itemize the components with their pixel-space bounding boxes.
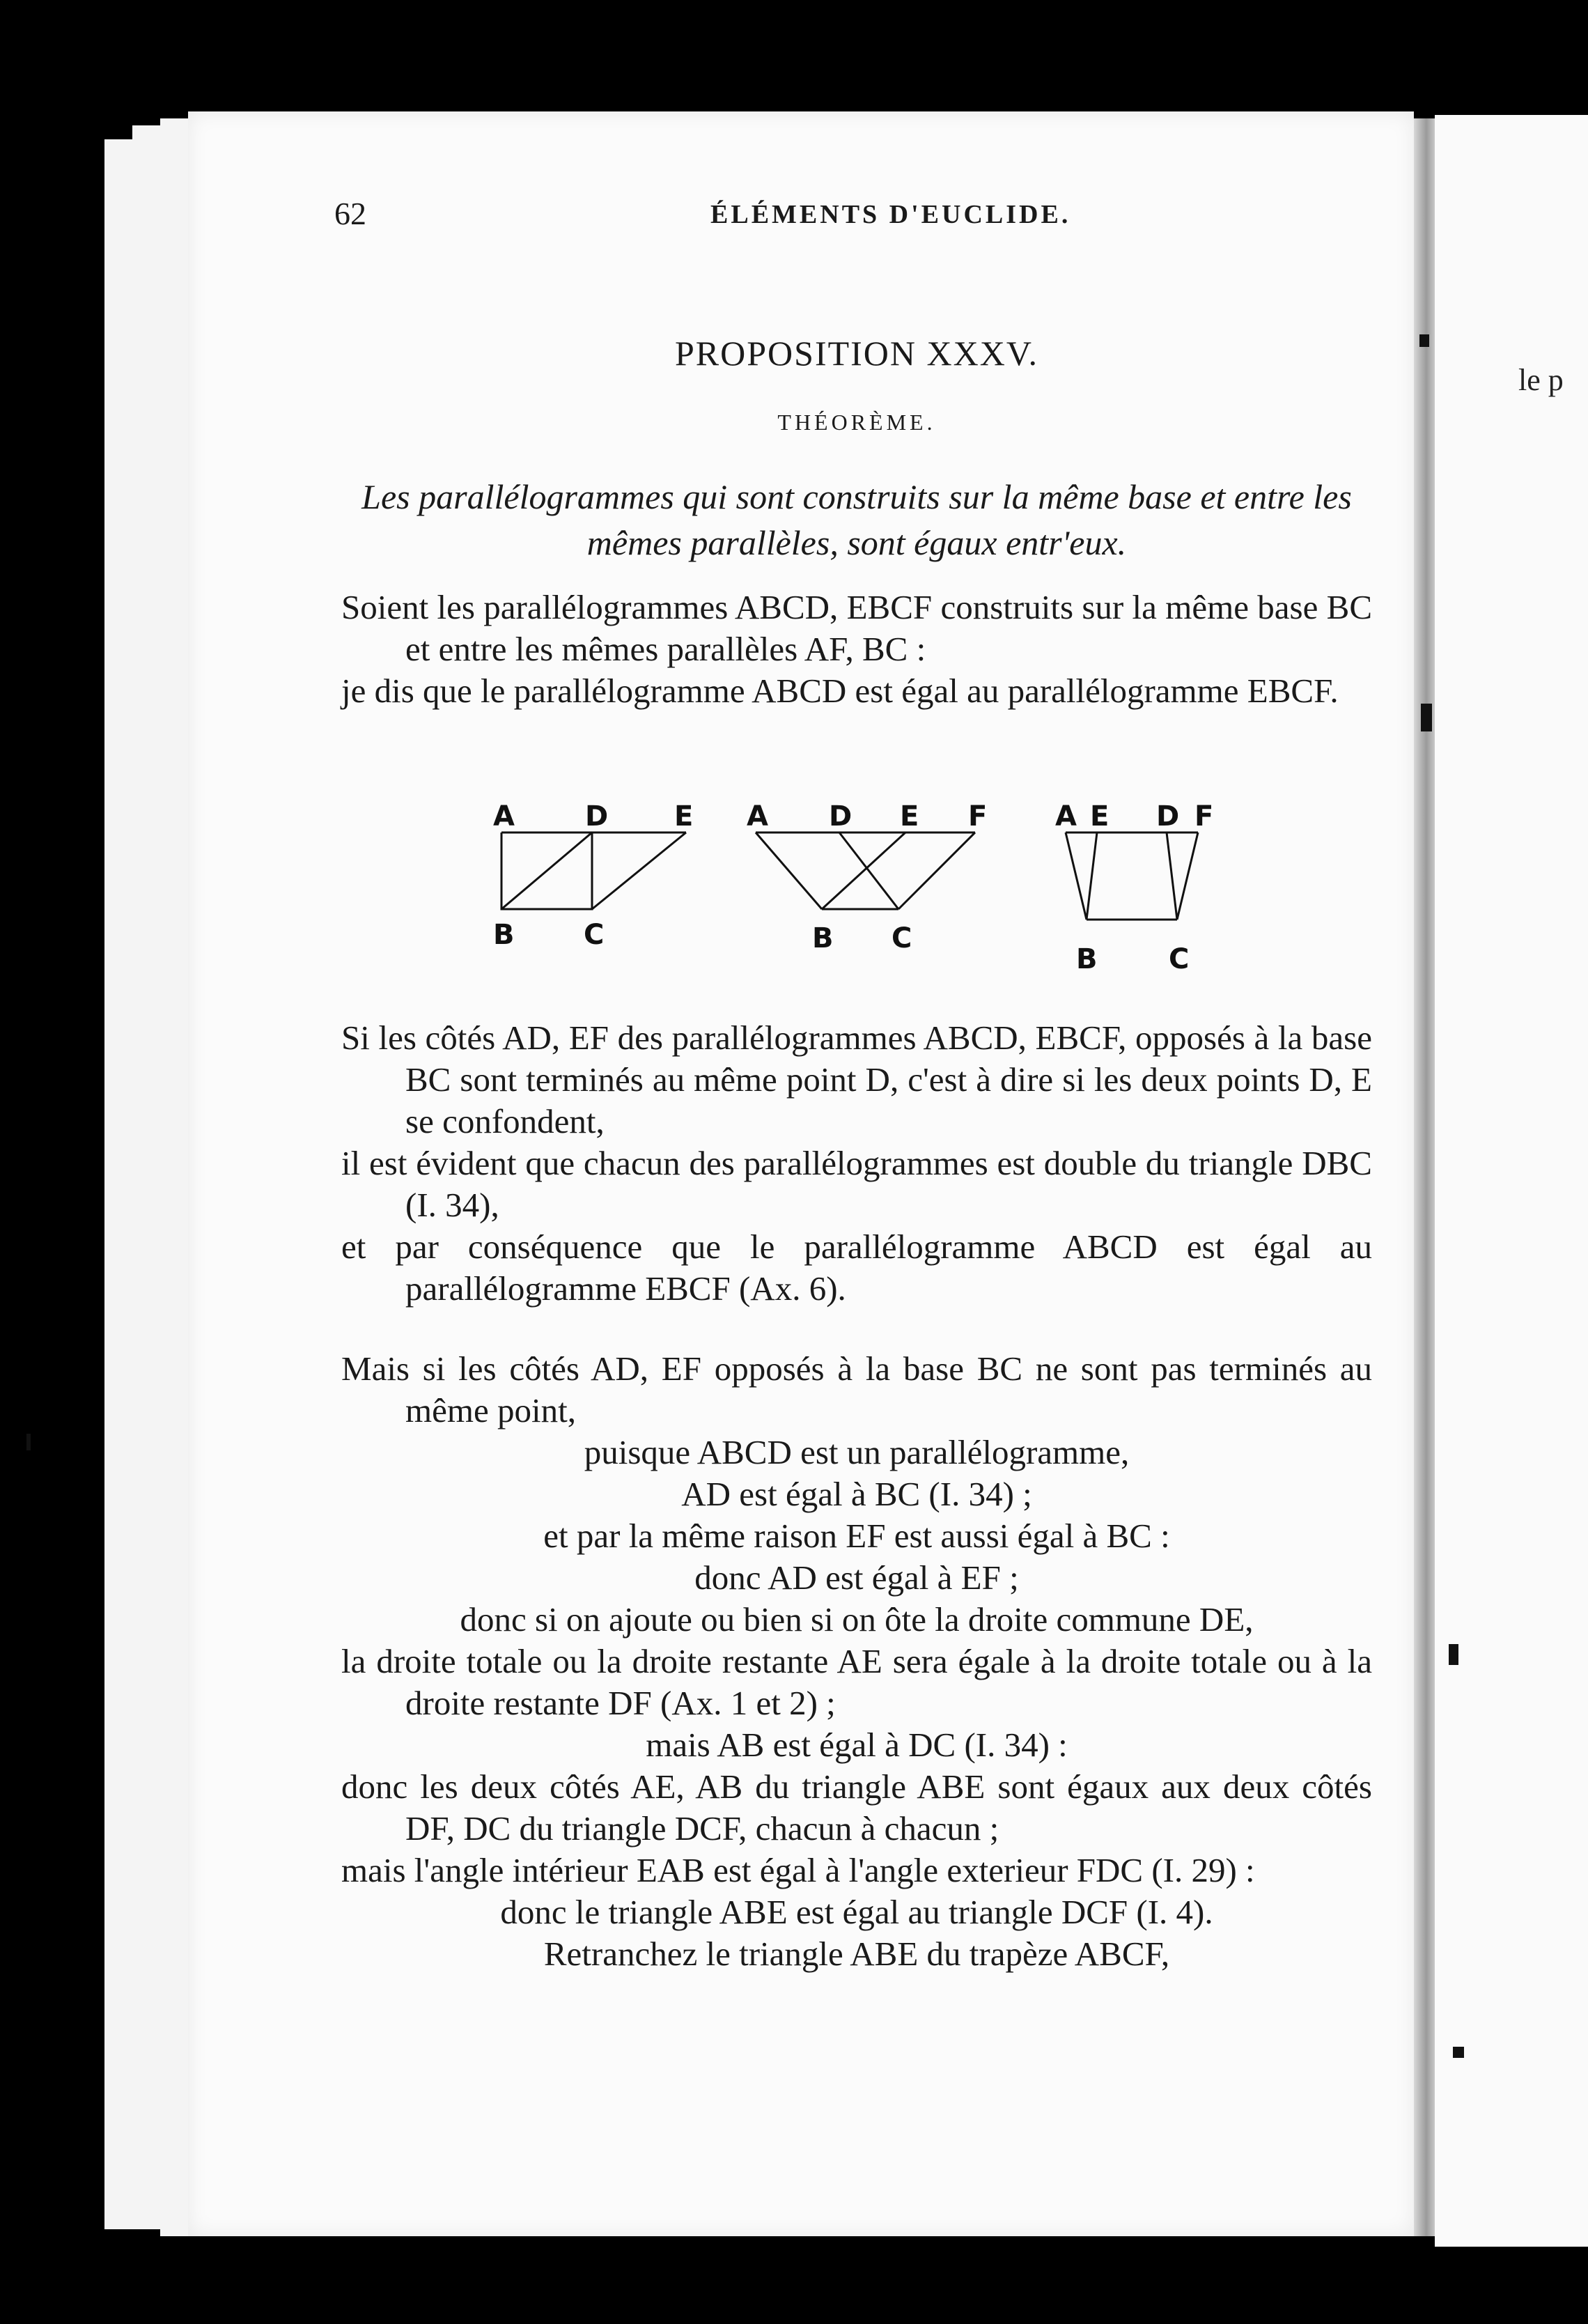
paragraph: je dis que le parallélogramme ABCD est égal au parallélogramme EBCF. <box>341 672 1339 710</box>
fig3-side-be <box>1087 832 1097 920</box>
fig3-side-cd <box>1167 832 1177 920</box>
paragraph: il est évident que chacun des parallélogrammes est double du triangle DBC (I. 34), <box>341 1144 1372 1224</box>
fig1-label: A <box>493 801 515 832</box>
proof-line: AD est égal à BC (I. 34) ; <box>681 1475 1032 1513</box>
fig3-side-cf <box>1177 832 1198 920</box>
first-case-block <box>341 1017 1372 1310</box>
hypothesis-block <box>341 587 1372 712</box>
scan-speck <box>1419 334 1429 347</box>
proof-line: donc si on ajoute ou bien si on ôte la droite commune DE, <box>460 1600 1254 1639</box>
fig1-label: D <box>585 801 609 832</box>
fig2-side-be <box>822 832 905 909</box>
paragraph: Si les côtés AD, EF des parallélogrammes ABCD, EBCF, opposés à la base BC sont terminés au même point D, c'est à dire si les deux points D, E se confondent, <box>341 1018 1372 1140</box>
proposition-statement: Les parallélogrammes qui sont construits sur la même base et entre les mêmes parallèles, sont égaux entr'eux. <box>361 477 1352 562</box>
page-number: 62 <box>334 196 366 231</box>
paragraph: et par conséquence que le parallélogramme ABCD est égal au parallélogramme EBCF (Ax. 6). <box>341 1227 1372 1308</box>
proof-line: puisque ABCD est un parallélogramme, <box>584 1433 1130 1471</box>
fig3-side-ab <box>1066 832 1087 920</box>
page-header <box>334 195 1407 237</box>
figures <box>488 801 1268 996</box>
facing-page <box>1435 115 1588 2247</box>
fig2-side-cd <box>839 832 898 909</box>
fig2-side-ab <box>756 832 822 909</box>
fig1-label: E <box>674 801 694 832</box>
proposition-title: PROPOSITION XXXV. <box>674 334 1039 373</box>
proof-line: mais AB est égal à DC (I. 34) : <box>646 1726 1068 1764</box>
fig3-label: F <box>1194 801 1214 832</box>
proof-line: et par la même raison EF est aussi égal à BC : <box>543 1517 1170 1555</box>
fig1-diagonal-bd <box>501 832 592 909</box>
book-gutter <box>1414 118 1435 2236</box>
fig1-label: B <box>493 919 515 951</box>
fig1-side-ce <box>592 832 686 909</box>
fig2-label: F <box>968 801 988 832</box>
second-case-block <box>341 1348 1372 1975</box>
fig3-label: B <box>1076 943 1098 975</box>
fig2-label: E <box>900 801 919 832</box>
fig2-label: D <box>829 801 853 832</box>
fig2-label: C <box>892 922 912 954</box>
proof-line: mais l'angle intérieur EAB est égal à l'angle exterieur FDC (I. 29) : <box>341 1851 1255 1889</box>
proof-line: donc AD est égal à EF ; <box>694 1558 1019 1597</box>
fig3-label: D <box>1156 801 1180 832</box>
fig3-label: C <box>1169 943 1190 975</box>
proposition-kind: THÉORÈME. <box>777 410 936 435</box>
fig1-label: C <box>584 919 605 951</box>
figure-diagrams <box>488 801 1268 996</box>
fig3-label: A <box>1055 801 1077 832</box>
scan-speck <box>1421 704 1432 731</box>
paragraph: Mais si les côtés AD, EF opposés à la base BC ne sont pas terminés au même point, <box>341 1349 1372 1430</box>
proof-line: donc les deux côtés AE, AB du triangle ABE sont égaux aux deux côtés DF, DC du triangle DCF, chacun à chacun ; <box>341 1767 1372 1847</box>
fig3-label: E <box>1090 801 1110 832</box>
fig2-side-cf <box>898 832 975 909</box>
fig2-label: B <box>812 922 834 954</box>
facing-page-fragment: le p <box>1518 363 1564 397</box>
scan-speck <box>1449 1644 1458 1665</box>
running-head: ÉLÉMENTS D'EUCLIDE. <box>710 200 1071 229</box>
scan-speck <box>1453 2047 1464 2058</box>
proof-line: Retranchez le triangle ABE du trapèze ABCF, <box>543 1935 1170 1973</box>
scan-speck <box>26 1434 31 1450</box>
proof-line: donc le triangle ABE est égal au triangle DCF (I. 4). <box>500 1893 1213 1931</box>
paragraph: Soient les parallélogrammes ABCD, EBCF construits sur la même base BC et entre les mêmes parallèles AF, BC : <box>341 588 1372 668</box>
fig2-label: A <box>747 801 768 832</box>
proof-line: la droite totale ou la droite restante AE sera égale à la droite totale ou à la droite restante DF (Ax. 1 et 2) ; <box>341 1642 1372 1722</box>
